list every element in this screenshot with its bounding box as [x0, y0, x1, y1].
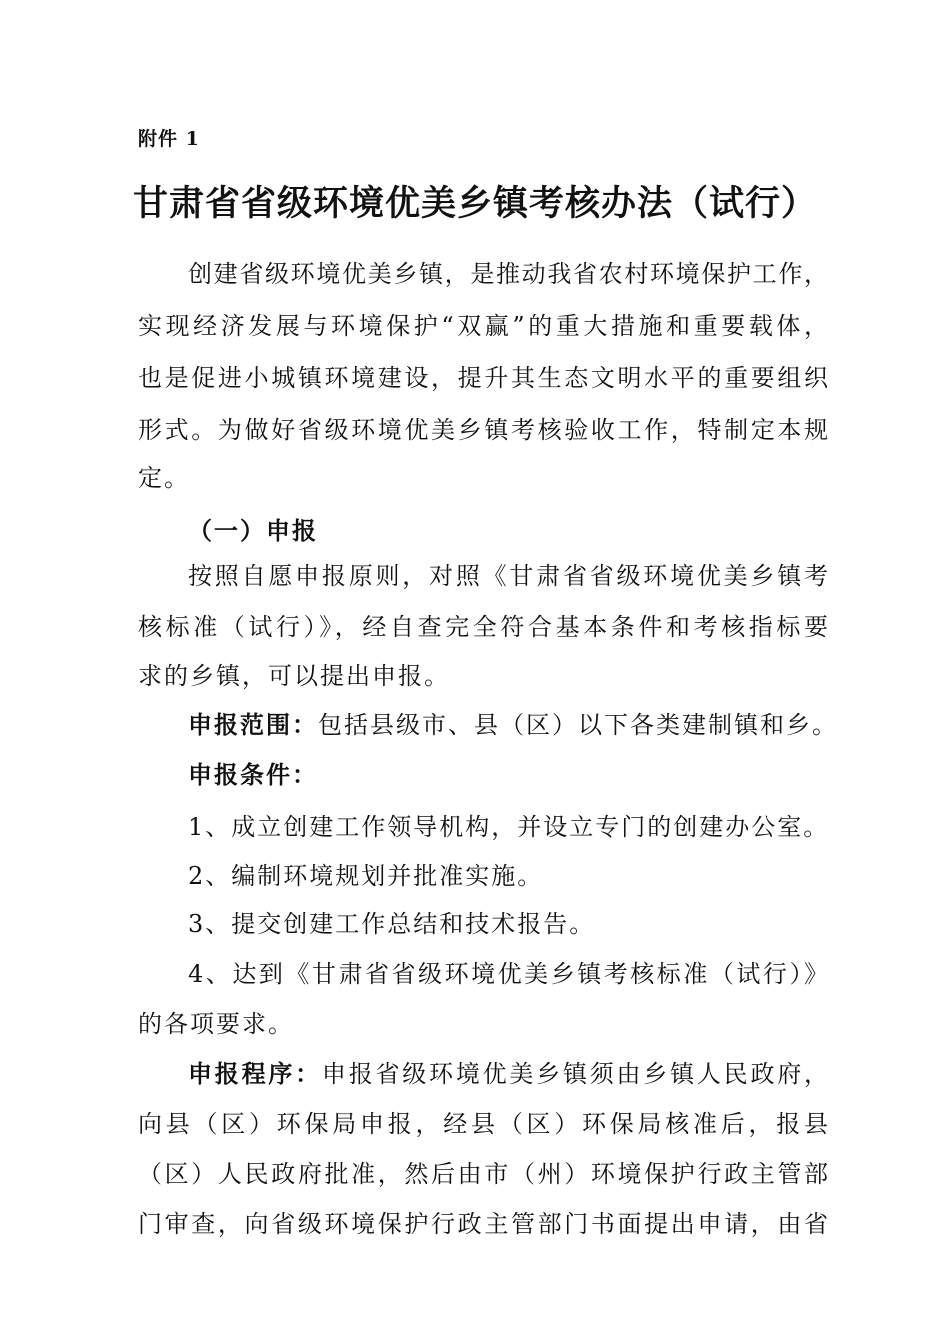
intro-line: 定。: [138, 464, 190, 492]
attachment-label: 附件 1: [138, 128, 200, 150]
paragraph-line: 按照自愿申报原则，对照《甘肃省省级环境优美乡镇考: [188, 562, 828, 590]
conditions-label: 申报条件：: [188, 761, 318, 789]
paragraph-line: 核标准（试行）》，经自查完全符合基本条件和考核指标要: [138, 613, 828, 641]
scope-label: 申报范围：: [188, 711, 318, 739]
scope-text: 包括县级市、县（区）以下各类建制镇和乡。: [318, 711, 838, 739]
intro-line: 实现经济发展与环境保护“双赢”的重大措施和重要载体，: [138, 312, 828, 340]
condition-item: 4、达到《甘肃省省级环境优美乡镇考核标准（试行）》: [188, 960, 828, 988]
procedure-label: 申报程序：: [188, 1060, 322, 1088]
procedure-line: （区）人民政府批准，然后由市（州）环境保护行政主管部: [138, 1160, 828, 1188]
condition-item: 3、提交创建工作总结和技术报告。: [188, 910, 596, 938]
procedure-text: 申报省级环境优美乡镇须由乡镇人民政府，: [321, 1060, 829, 1088]
intro-line: 创建省级环境优美乡镇，是推动我省农村环境保护工作，: [188, 260, 828, 288]
conditions-paragraph: [188, 758, 828, 792]
paragraph-line: 求的乡镇，可以提出申报。: [138, 662, 450, 690]
section-heading: （一）申报: [188, 517, 318, 545]
procedure-paragraph: [188, 1057, 828, 1091]
procedure-line: 门审查，向省级环境保护行政主管部门书面提出申请，由省: [138, 1210, 828, 1238]
condition-item: 的各项要求。: [138, 1010, 294, 1038]
document-title: 甘肃省省级环境优美乡镇考核办法（试行）: [132, 184, 817, 224]
condition-item: 2、编制环境规划并批准实施。: [188, 862, 544, 890]
condition-item: 1、成立创建工作领导机构，并设立专门的创建办公室。: [188, 813, 830, 841]
scope-paragraph: [188, 708, 838, 742]
procedure-line: 向县（区）环保局申报，经县（区）环保局核准后，报县: [138, 1110, 828, 1138]
intro-line: 形式。为做好省级环境优美乡镇考核验收工作，特制定本规: [138, 416, 828, 444]
intro-line: 也是促进小城镇环境建设，提升其生态文明水平的重要组织: [138, 364, 828, 392]
